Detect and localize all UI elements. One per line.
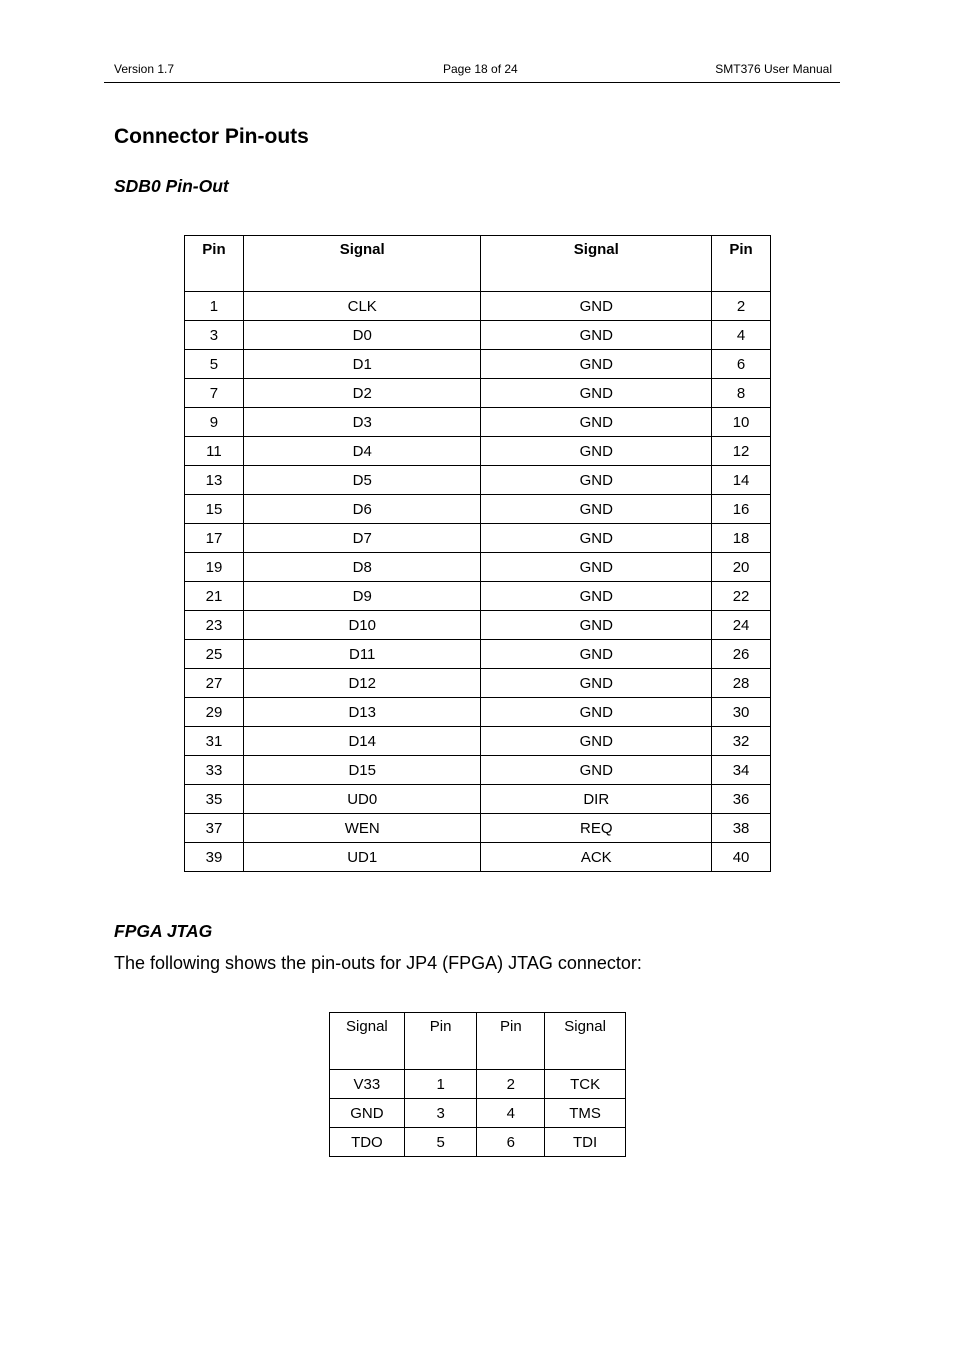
- table-cell: D6: [243, 495, 481, 524]
- table-row: [185, 582, 771, 611]
- table-row: [185, 524, 771, 553]
- table-cell: 24: [712, 611, 771, 640]
- table-cell: GND: [481, 292, 712, 321]
- table-row: [185, 843, 771, 872]
- table-cell: 2: [712, 292, 771, 321]
- table-cell: 37: [185, 814, 244, 843]
- table-cell: 35: [185, 785, 244, 814]
- table-cell: 22: [712, 582, 771, 611]
- column-header: Signal: [243, 236, 481, 292]
- table-row: [185, 495, 771, 524]
- table-cell: 27: [185, 669, 244, 698]
- table-cell: 10: [712, 408, 771, 437]
- table-row: [185, 756, 771, 785]
- table-cell: 17: [185, 524, 244, 553]
- table-cell: GND: [481, 553, 712, 582]
- table-cell: 5: [404, 1128, 477, 1157]
- table-cell: 6: [477, 1128, 545, 1157]
- table-row: [185, 785, 771, 814]
- table-cell: 20: [712, 553, 771, 582]
- table-cell: 3: [404, 1099, 477, 1128]
- header-document-title: SMT376 User Manual: [715, 62, 832, 76]
- table-cell: TCK: [545, 1070, 626, 1099]
- table-cell: 38: [712, 814, 771, 843]
- table-cell: 26: [712, 640, 771, 669]
- table-row: [185, 321, 771, 350]
- table-row: [330, 1099, 626, 1128]
- table-cell: 5: [185, 350, 244, 379]
- table-cell: GND: [481, 466, 712, 495]
- table-cell: 11: [185, 437, 244, 466]
- table-cell: D2: [243, 379, 481, 408]
- table-cell: 6: [712, 350, 771, 379]
- table-cell: 18: [712, 524, 771, 553]
- table-cell: 3: [185, 321, 244, 350]
- table-cell: 29: [185, 698, 244, 727]
- section-title: Connector Pin-outs: [114, 125, 309, 148]
- table-cell: 1: [404, 1070, 477, 1099]
- jtag-heading: FPGA JTAG: [114, 921, 213, 941]
- table-cell: UD0: [243, 785, 481, 814]
- table-cell: 2: [477, 1070, 545, 1099]
- table-cell: 19: [185, 553, 244, 582]
- sdb0-pinout-table: [184, 235, 771, 872]
- table-cell: GND: [481, 437, 712, 466]
- table-cell: 30: [712, 698, 771, 727]
- table-cell: GND: [481, 350, 712, 379]
- table-cell: GND: [481, 727, 712, 756]
- table-cell: REQ: [481, 814, 712, 843]
- table-cell: GND: [481, 321, 712, 350]
- table-cell: 16: [712, 495, 771, 524]
- column-header: Signal: [330, 1013, 405, 1070]
- table-cell: DIR: [481, 785, 712, 814]
- table-cell: 36: [712, 785, 771, 814]
- table-cell: 13: [185, 466, 244, 495]
- table-cell: 28: [712, 669, 771, 698]
- column-header: Signal: [545, 1013, 626, 1070]
- table-cell: CLK: [243, 292, 481, 321]
- table-row: [185, 350, 771, 379]
- header-version: Version 1.7: [114, 62, 175, 76]
- table-cell: D10: [243, 611, 481, 640]
- table-cell: WEN: [243, 814, 481, 843]
- table-cell: 15: [185, 495, 244, 524]
- table-header-row: [185, 236, 771, 292]
- table-cell: 33: [185, 756, 244, 785]
- table-cell: 40: [712, 843, 771, 872]
- table-row: [185, 611, 771, 640]
- table-header-row: [330, 1013, 626, 1070]
- table-cell: GND: [481, 698, 712, 727]
- table-cell: UD1: [243, 843, 481, 872]
- jtag-pinout-table: [329, 1012, 626, 1157]
- table-row: [185, 727, 771, 756]
- table-cell: GND: [481, 669, 712, 698]
- table-row: [185, 814, 771, 843]
- table-cell: GND: [481, 495, 712, 524]
- column-header: Pin: [404, 1013, 477, 1070]
- table-cell: D0: [243, 321, 481, 350]
- table-row: [185, 640, 771, 669]
- table-cell: 32: [712, 727, 771, 756]
- table-row: [185, 553, 771, 582]
- table-cell: V33: [330, 1070, 405, 1099]
- table-cell: GND: [481, 756, 712, 785]
- table-row: [330, 1070, 626, 1099]
- table-cell: 7: [185, 379, 244, 408]
- table-cell: D14: [243, 727, 481, 756]
- table-cell: 31: [185, 727, 244, 756]
- table-cell: 9: [185, 408, 244, 437]
- table-cell: GND: [481, 379, 712, 408]
- table-cell: D12: [243, 669, 481, 698]
- header-page-number: Page 18 of 24: [443, 62, 518, 76]
- table-cell: 4: [477, 1099, 545, 1128]
- table-row: [185, 466, 771, 495]
- table-cell: TMS: [545, 1099, 626, 1128]
- table-cell: D5: [243, 466, 481, 495]
- table-row: [185, 292, 771, 321]
- table-cell: GND: [481, 640, 712, 669]
- table-cell: 1: [185, 292, 244, 321]
- column-header: Pin: [712, 236, 771, 292]
- table-cell: 25: [185, 640, 244, 669]
- table-row: [185, 437, 771, 466]
- table-cell: D4: [243, 437, 481, 466]
- table-row: [185, 379, 771, 408]
- table-cell: D7: [243, 524, 481, 553]
- table-cell: 21: [185, 582, 244, 611]
- table-cell: GND: [481, 611, 712, 640]
- column-header: Pin: [477, 1013, 545, 1070]
- column-header: Signal: [481, 236, 712, 292]
- table-row: [185, 669, 771, 698]
- table-cell: 14: [712, 466, 771, 495]
- table-row: [330, 1128, 626, 1157]
- table-row: [185, 408, 771, 437]
- table-cell: TDI: [545, 1128, 626, 1157]
- table-cell: D15: [243, 756, 481, 785]
- table-cell: D8: [243, 553, 481, 582]
- table-cell: D3: [243, 408, 481, 437]
- jtag-description: The following shows the pin-outs for JP4 (FPGA) JTAG connector:: [114, 953, 642, 973]
- table-cell: 8: [712, 379, 771, 408]
- table-cell: ACK: [481, 843, 712, 872]
- table-cell: 39: [185, 843, 244, 872]
- table-cell: D1: [243, 350, 481, 379]
- table-cell: TDO: [330, 1128, 405, 1157]
- table-cell: GND: [481, 524, 712, 553]
- table-cell: D9: [243, 582, 481, 611]
- table-cell: 4: [712, 321, 771, 350]
- column-header: Pin: [185, 236, 244, 292]
- table-cell: GND: [481, 582, 712, 611]
- sdb0-heading: SDB0 Pin-Out: [114, 176, 229, 196]
- page-header: [104, 60, 840, 83]
- table-cell: GND: [481, 408, 712, 437]
- table-cell: 12: [712, 437, 771, 466]
- table-cell: D13: [243, 698, 481, 727]
- table-cell: GND: [330, 1099, 405, 1128]
- table-cell: 34: [712, 756, 771, 785]
- table-row: [185, 698, 771, 727]
- table-cell: D11: [243, 640, 481, 669]
- table-cell: 23: [185, 611, 244, 640]
